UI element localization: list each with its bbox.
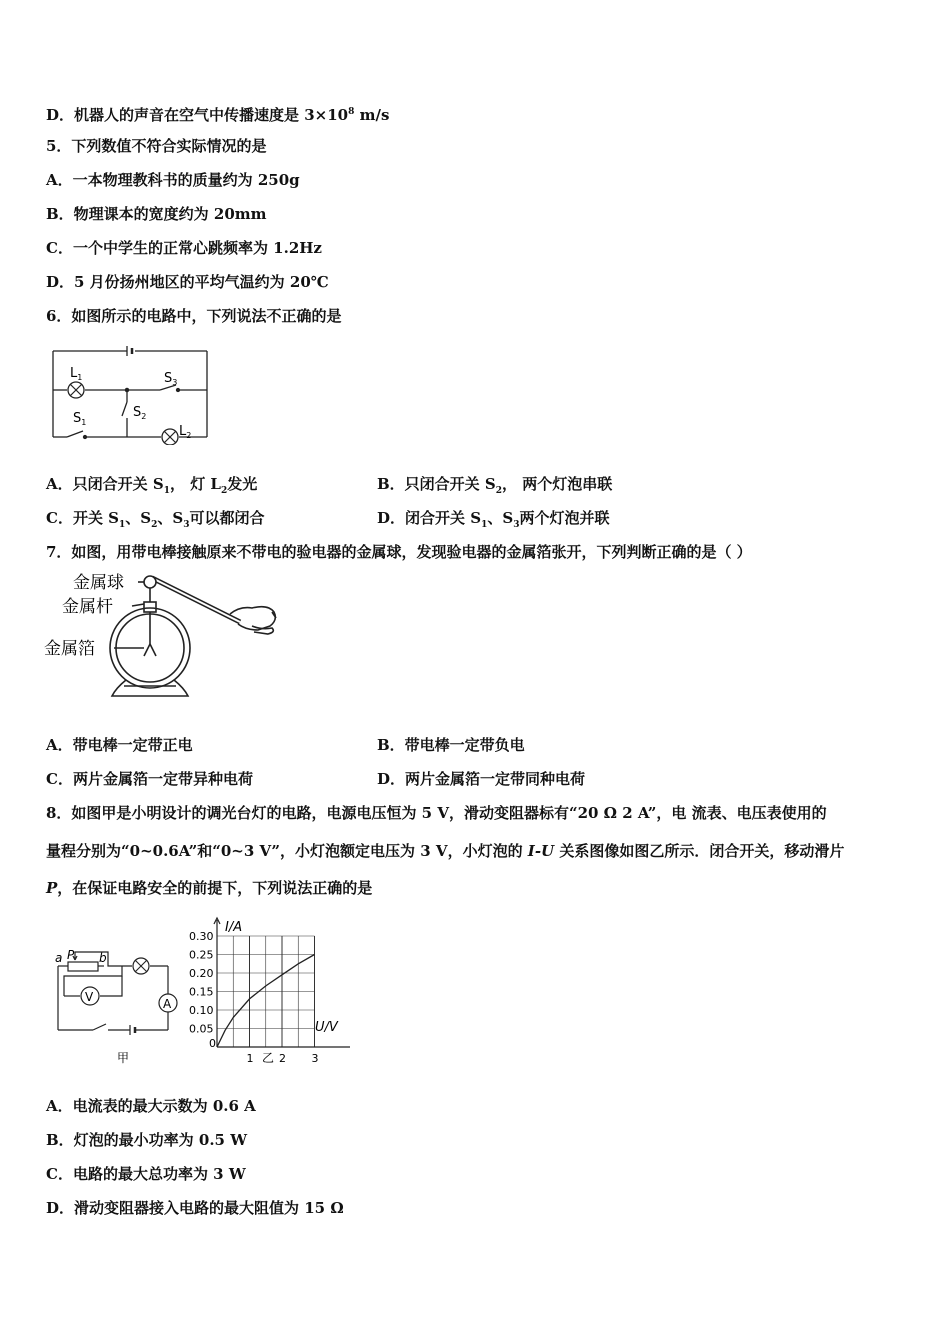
origin-label: 0 [209, 1037, 216, 1050]
y-tick-label: 0.25 [189, 948, 214, 962]
q6-option-b: B．只闭合开关 $S_2$， 两个灯泡串联 [377, 475, 613, 496]
q8-stem-line3: P，在保证电路安全的前提下，下列说法正确的是 [46, 879, 373, 897]
q5-option-d: D．5 月份扬州地区的平均气温约为 20℃ [46, 273, 329, 291]
q7-electroscope-diagram [40, 568, 280, 703]
label-s2: $S_2$ [133, 405, 147, 421]
q4-option-d: D．机器人的声音在空气中传播速度是 $3\times 10^8$ m/s [46, 106, 390, 124]
q7-option-c: C．两片金属箔一定带异种电荷 [46, 770, 253, 788]
q5-stem: 5．下列数值不符合实际情况的是 [46, 137, 267, 155]
q7-option-b: B．带电棒一定带负电 [377, 736, 525, 754]
q6-option-d: D．闭合开关 $S_1$、$S_3$两个灯泡并联 [377, 509, 610, 530]
q6-circuit-diagram [45, 340, 215, 445]
label-metal-rod: 金属杆 [62, 597, 113, 617]
metal-ball-icon [144, 576, 156, 588]
q7-option-a: A．带电棒一定带正电 [46, 736, 193, 754]
q7-option-d: D．两片金属箔一定带同种电荷 [377, 770, 586, 788]
label-p: P [67, 948, 75, 962]
q8-stem-line1: 8．如图甲是小明设计的调光台灯的电路，电源电压恒为 5 V，滑动变阻器标有“20 Ω 2 A”，电 流表、电压表使用的 [46, 804, 827, 822]
bulb-l2-icon [162, 429, 178, 445]
y-axis-label: I/A [225, 920, 243, 935]
label-b: b [99, 951, 107, 965]
label-s3: $S_3$ [164, 371, 178, 387]
q5-option-a: A．一本物理教科书的质量约为 250g [46, 171, 300, 189]
q8-option-a: A．电流表的最大示数为 0.6 A [46, 1097, 256, 1115]
label-a: a [55, 951, 63, 965]
bulb-l1-icon [68, 382, 84, 398]
label-l1: $L_1$ [70, 366, 83, 382]
caption-yi: 乙 [262, 1051, 275, 1065]
q6-stem: 6．如图所示的电路中，下列说法不正确的是 [46, 307, 342, 325]
x-tick-label: 3 [311, 1052, 319, 1065]
x-tick-label: 1 [246, 1052, 254, 1065]
q8-option-d: D．滑动变阻器接入电路的最大阻值为 15 Ω [46, 1199, 344, 1217]
q5-option-b: B．物理课本的宽度约为 20mm [46, 205, 267, 223]
label-metal-ball: 金属球 [73, 573, 124, 593]
ammeter-icon [159, 994, 177, 1012]
caption-jia: 甲 [117, 1051, 130, 1065]
q8-option-b: B．灯泡的最小功率为 0.5 W [46, 1131, 248, 1149]
label-s1: $S_1$ [73, 411, 87, 427]
label-metal-foil: 金属箔 [44, 639, 95, 659]
q8-option-c: C．电路的最大总功率为 3 W [46, 1165, 246, 1183]
svg-text:A: A [163, 997, 172, 1011]
q7-stem: 7．如图，用带电棒接触原来不带电的验电器的金属球，发现验电器的金属箔张开，下列判断正确的是（ ） [46, 543, 752, 561]
svg-text:V: V [85, 990, 94, 1004]
q8-circuit-jia [50, 940, 180, 1070]
x-tick-label: 2 [279, 1052, 286, 1065]
q6-option-a: A．只闭合开关 $S_1$， 灯 $L_2$发光 [46, 475, 258, 496]
q5-option-c: C．一个中学生的正常心跳频率为 1.2Hz [46, 239, 322, 257]
q6-option-c: C．开关 $S_1$、$S_2$、$S_3$可以都闭合 [46, 509, 265, 530]
y-tick-label: 0.30 [189, 930, 214, 943]
y-tick-label: 0.20 [189, 967, 214, 980]
label-l2: $L_2$ [179, 424, 192, 440]
x-axis-label: U/V [315, 1020, 338, 1035]
y-tick-label: 0.10 [189, 1004, 214, 1017]
q8-iu-chart [185, 915, 355, 1070]
q8-stem-line2: 量程分别为“0~0.6A”和“0~3 V”，小灯泡额定电压为 3 V，小灯泡的 I-U 关系图像如图乙所示．闭合开关，移动滑片 [46, 842, 845, 860]
rheostat-icon [68, 962, 98, 971]
chart-grid [217, 936, 315, 1047]
y-tick-label: 0.05 [189, 1022, 214, 1036]
lamp-icon [133, 958, 149, 974]
y-tick-label: 0.15 [189, 985, 214, 999]
voltmeter-icon [81, 987, 99, 1005]
